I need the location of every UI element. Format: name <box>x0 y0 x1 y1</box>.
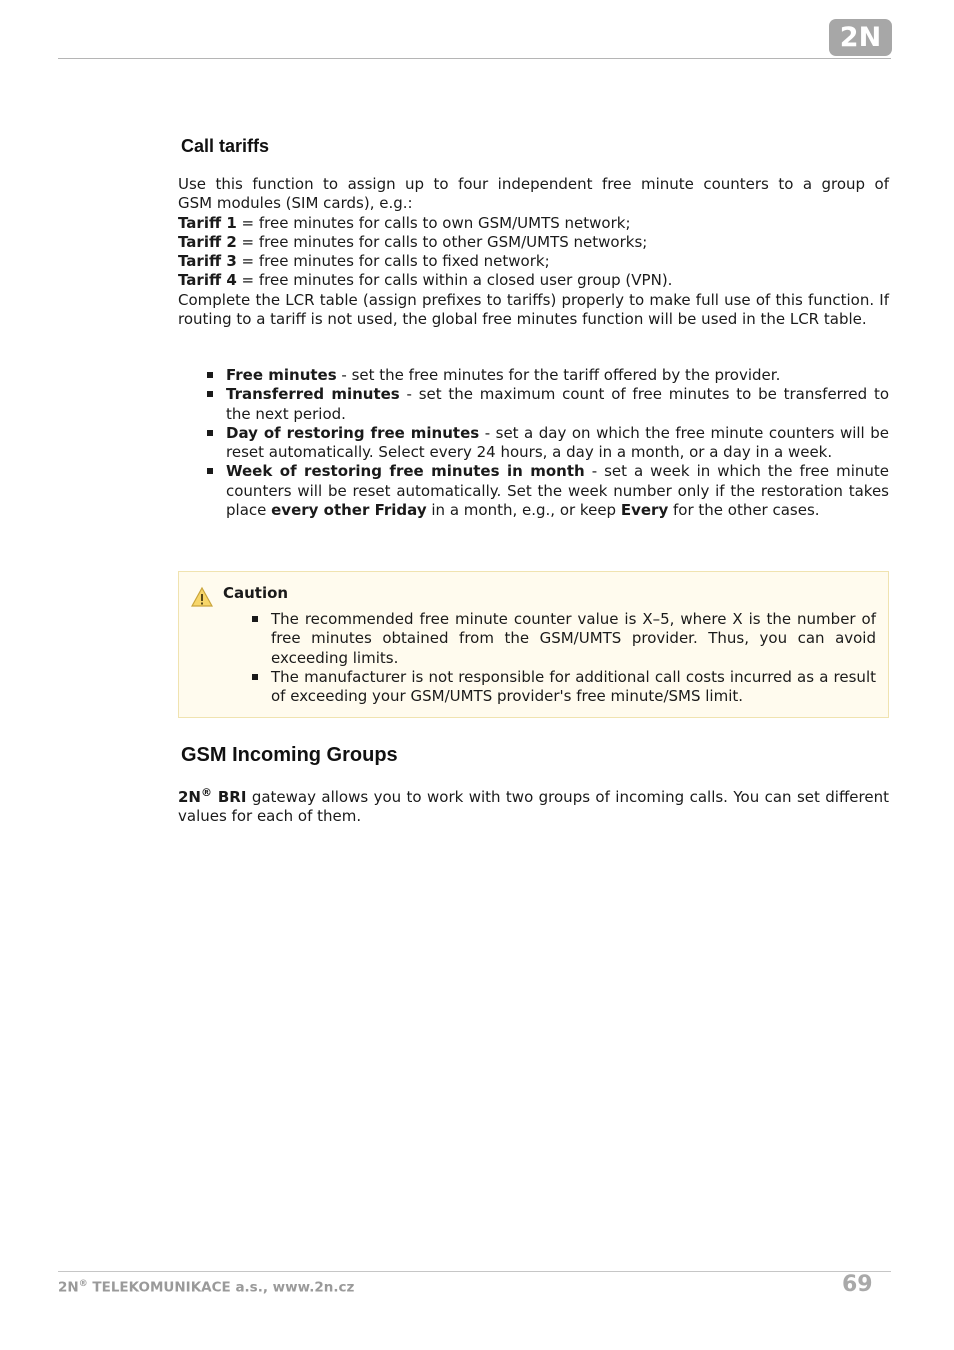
gsm-incoming-paragraph <box>178 788 889 827</box>
bullet-emphasis: every other Friday <box>271 501 427 520</box>
bullet-text: - set the maximum count of free minutes to be transferred to the next period. <box>226 385 889 423</box>
bullet-text: - set a day on which the free minute counters will be reset automatically. Select every 24 hours, a day in a month, or a day in a week. <box>226 423 889 462</box>
tariff-line <box>178 252 889 271</box>
list-item <box>251 610 876 668</box>
footer-divider <box>58 1271 891 1272</box>
bullet-square-icon <box>252 674 258 680</box>
intro-line: Use this function to assign up to four independent free minute counters to a group of <box>178 175 889 193</box>
footer-company <box>58 1279 354 1296</box>
tariff-text: = free minutes for calls to fixed network; <box>236 252 550 271</box>
caution-box <box>178 571 889 718</box>
caution-text: The manufacturer is not responsible for additional call costs incurred as a result of exceeding your GSM/UMTS provider's free minute/SMS limit. <box>271 667 876 706</box>
call-tariffs-intro <box>178 175 889 329</box>
tariff-label: Tariff 1 <box>178 213 237 232</box>
registered-mark: ® <box>201 786 212 799</box>
brand-name: 2N <box>178 788 201 806</box>
tariff-text: = free minutes for calls to other GSM/UMTS networks; <box>236 232 648 251</box>
settings-bullet-list <box>178 366 889 520</box>
bullet-emphasis: Every <box>620 501 669 520</box>
tariff-label: Tariff 3 <box>178 252 237 271</box>
section-heading-call-tariffs: Call tariffs <box>181 136 270 156</box>
list-item <box>178 366 889 385</box>
tariff-line <box>178 271 889 290</box>
list-item <box>251 668 876 707</box>
list-item <box>178 385 889 424</box>
bullet-text: in a month, e.g., or keep <box>426 501 621 520</box>
header-divider <box>58 58 891 59</box>
bullet-square-icon <box>207 430 213 436</box>
bullet-text: - set the free minutes for the tariff offered by the provider. <box>336 366 781 384</box>
paragraph-text: gateway allows you to work with two groups of incoming calls. You can set different values for each of them. <box>178 788 889 826</box>
list-item <box>178 462 889 520</box>
bullet-label: Free minutes <box>226 366 337 384</box>
bullet-square-icon <box>252 616 258 622</box>
tariff-line <box>178 233 889 252</box>
footer-company-text: TELEKOMUNIKACE a.s., www.2n.cz <box>87 1279 355 1296</box>
caution-list <box>251 610 876 706</box>
caution-text: The recommended free minute counter value is X–5, where X is the number of free minutes obtained from the GSM/UMTS provider. Thus, you can avoid exceeding limits. <box>271 610 876 667</box>
registered-mark: ® <box>78 1279 88 1289</box>
tariff-line <box>178 214 889 233</box>
bullet-label: Week of restoring free minutes in month <box>226 462 585 481</box>
tariff-label: Tariff 2 <box>178 232 237 251</box>
list-item <box>178 424 889 463</box>
page-number: 69 <box>842 1272 873 1297</box>
intro-line: GSM modules (SIM cards), e.g.: <box>178 194 413 213</box>
product-name: BRI <box>212 788 247 806</box>
tariff-label: Tariff 4 <box>178 271 237 290</box>
footer-brand: 2N <box>58 1279 79 1296</box>
tariff-text: = free minutes for calls to own GSM/UMTS network; <box>236 213 631 232</box>
warning-icon <box>191 586 213 608</box>
bullet-text: for the other cases. <box>668 501 820 520</box>
bullet-text: - set a week in which the free minute counters will be reset automatically. Set the week number only if the restoration takes place <box>226 462 889 520</box>
caution-title: Caution <box>223 584 289 602</box>
company-logo: 2N <box>829 19 892 56</box>
intro-paragraph: Complete the LCR table (assign prefixes to tariffs) properly to make full use of this function. If routing to a tariff is not used, the global free minutes function will be used in the LCR table. <box>178 290 889 329</box>
tariff-text: = free minutes for calls within a closed user group (VPN). <box>236 271 673 290</box>
bullet-square-icon <box>207 391 213 397</box>
bullet-square-icon <box>207 372 213 378</box>
bullet-label: Day of restoring free minutes <box>226 423 480 442</box>
bullet-square-icon <box>207 468 213 474</box>
bullet-label: Transferred minutes <box>226 385 400 404</box>
section-heading-gsm-incoming-groups: GSM Incoming Groups <box>181 744 398 766</box>
